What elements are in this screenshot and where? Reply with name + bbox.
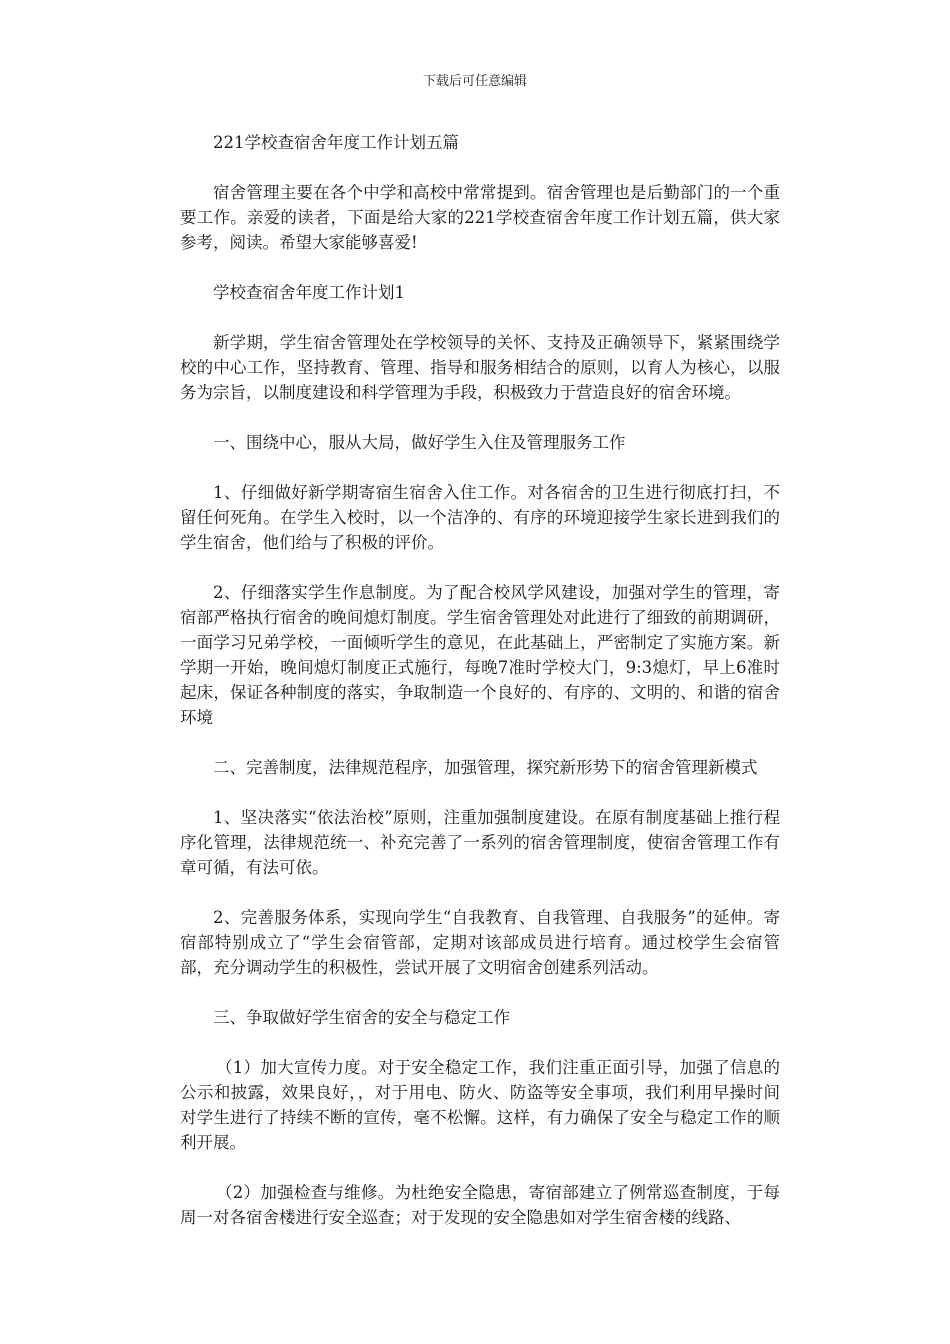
document-body <box>180 130 780 1230</box>
body-paragraph: （2）加强检查与维修。为杜绝安全隐患，寄宿部建立了例常巡查制度，于每周一对各宿舍楼进行安全巡查；对于发现的安全隐患如对学生宿舍楼的线路、 <box>180 1183 780 1227</box>
document-title: 221学校查宿舍年度工作计划五篇 <box>213 133 459 152</box>
body-paragraph: （1）加大宣传力度。对于安全稳定工作，我们注重正面引导，加强了信息的公示和披露，效果良好，，对于用电、防火、防盗等安全事项，我们利用早操时间对学生进行了持续不断的宣传，毫不松懈。这样，有力确保了安全与稳定工作的顺利开展。 <box>180 1058 780 1152</box>
body-paragraph: 2、仔细落实学生作息制度。为了配合校风学风建设，加强对学生的管理，寄宿部严格执行宿舍的晚间熄灯制度。学生宿舍管理处对此进行了细致的前期调研，一面学习兄弟学校，一面倾听学生的意见，在此基础上，严密制定了实施方案。新学期一开始，晚间熄灯制度正式施行，每晚7准时学校大门，9:3熄灯，早上6准时起床，保证各种制度的落实，争取制造一个良好的、有序的、文明的、和谐的宿舍环境 <box>180 583 780 727</box>
body-paragraph: 新学期，学生宿舍管理处在学校领导的关怀、支持及正确领导下，紧紧围绕学校的中心工作，坚持教育、管理、指导和服务相结合的原则，以育人为核心，以服务为宗旨，以制度建设和科学管理为手段，积极致力于营造良好的宿舍环境。 <box>180 333 780 402</box>
section-heading-3: 三、争取做好学生宿舍的安全与稳定工作 <box>213 1008 510 1027</box>
section-heading-1: 一、围绕中心，服从大局，做好学生入住及管理服务工作 <box>213 433 626 452</box>
body-paragraph: 2、完善服务体系，实现向学生“自我教育、自我管理、自我服务”的延伸。寄宿部特别成立了“学生会宿管部，定期对该部成员进行培育。通过校学生会宿管部，充分调动学生的积极性，尝试开展了文明宿舍创建系列活动。 <box>180 908 780 977</box>
intro-paragraph: 宿舍管理主要在各个中学和高校中常常提到。宿舍管理也是后勤部门的一个重要工作。亲爱的读者，下面是给大家的221学校查宿舍年度工作计划五篇，供大家参考，阅读。希望大家能够喜爱! <box>180 183 780 252</box>
body-paragraph: 1、仔细做好新学期寄宿生宿舍入住工作。对各宿舍的卫生进行彻底打扫，不留任何死角。在学生入校时，以一个洁净的、有序的环境迎接学生家长进到我们的学生宿舍，他们给与了积极的评价。 <box>180 483 780 552</box>
section-heading-plan-1: 学校查宿舍年度工作计划1 <box>213 283 405 302</box>
section-heading-2: 二、完善制度，法律规范程序，加强管理，探究新形势下的宿舍管理新模式 <box>213 758 758 777</box>
header-note: 下载后可任意编辑 <box>422 74 527 89</box>
body-paragraph: 1、坚决落实“依法治校”原则，注重加强制度建设。在原有制度基础上推行程序化管理，法律规范统一、补充完善了一系列的宿舍管理制度，使宿舍管理工作有章可循，有法可依。 <box>180 808 780 877</box>
